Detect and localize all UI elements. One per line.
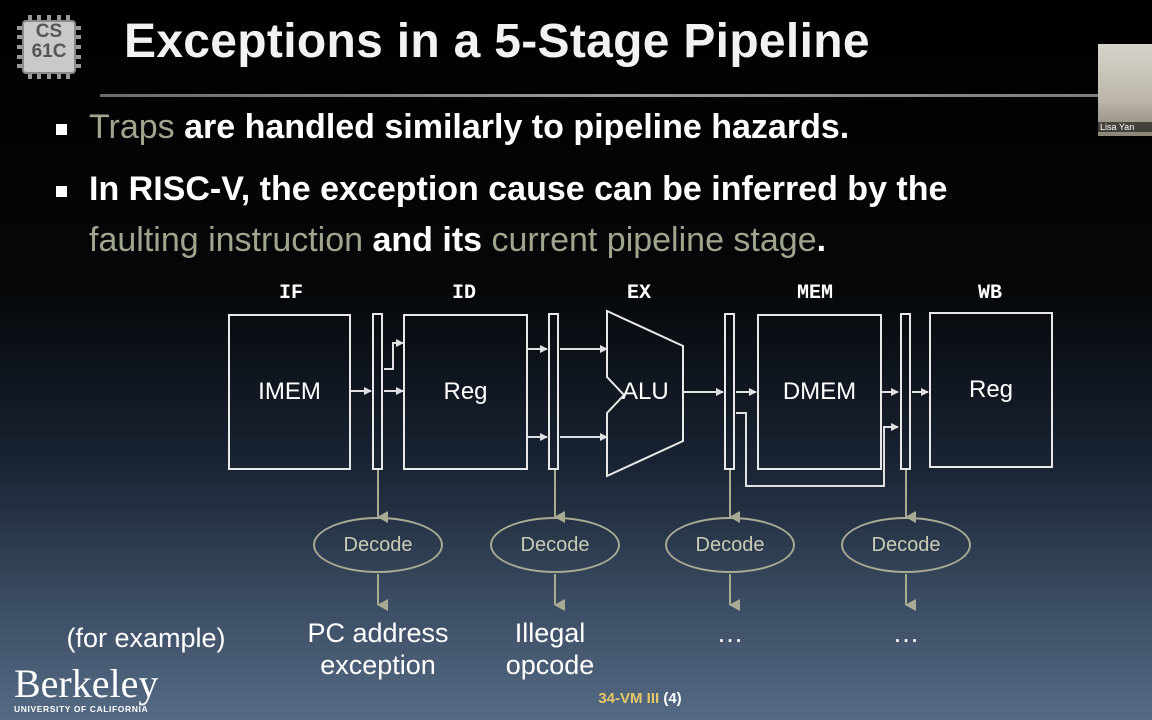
writeback-reg-block: Reg [929,312,1053,468]
berkeley-subtitle: UNIVERSITY OF CALIFORNIA [14,704,149,714]
decode-ellipse-if: Decode [313,517,443,573]
result-illegal-opcode [470,617,630,681]
result-1-line2: exception [320,650,436,680]
result-ellipsis-mem: … [892,618,920,648]
result-2-line2: opcode [505,650,595,680]
decode-ellipse-mem: Decode [841,517,971,573]
bullet-2-end: . [816,221,827,259]
dmem-block: DMEM [757,314,882,470]
bullet-1-highlight: Traps [89,108,175,146]
alu-label: ALU [622,378,669,405]
berkeley-logo [14,661,159,714]
imem-block: IMEM [228,314,351,470]
stage-label-wb: WB [977,282,1002,305]
result-pc-address-exception [288,617,468,681]
logo-line1: CS [35,21,63,42]
result-2-line1: Illegal [514,618,586,648]
pipeline-register-mem-wb [900,313,911,470]
slide-title: Exceptions in a 5-Stage Pipeline [124,15,870,68]
bullet-1-text: are handled similarly to pipeline hazards. [174,108,850,146]
slide-page-number: (4) [663,690,682,707]
example-label: (for example) [66,623,226,653]
bullet-2-highlight-1: faulting instruction [89,221,364,259]
webcam-name: Lisa Yan [1098,122,1152,132]
bullet-2-mid: and its [363,221,492,259]
bullet-2-line1: In RISC-V, the exception cause can be inferred by the [89,170,948,208]
slide-number [540,690,740,707]
bullet-2-highlight-2: current pipeline stage [491,221,817,259]
decode-ellipse-id: Decode [490,517,620,573]
logo-line2: 61C [31,41,67,62]
stage-label-ex: EX [626,282,651,305]
reg-file-block: Reg [403,314,528,470]
stage-label-if: IF [278,282,303,305]
result-ellipsis-ex: … [716,618,744,648]
berkeley-wordmark: Berkeley [14,661,159,706]
decode-ellipse-ex: Decode [665,517,795,573]
pipeline-register-if-id [372,313,383,470]
stage-label-id: ID [451,282,476,305]
stage-label-mem: MEM [796,282,833,305]
slide-lecture-label: 34-VM III [598,690,660,707]
result-1-line1: PC address [307,618,449,648]
pipeline-register-id-ex [548,313,559,470]
pipeline-register-ex-mem [724,313,735,470]
